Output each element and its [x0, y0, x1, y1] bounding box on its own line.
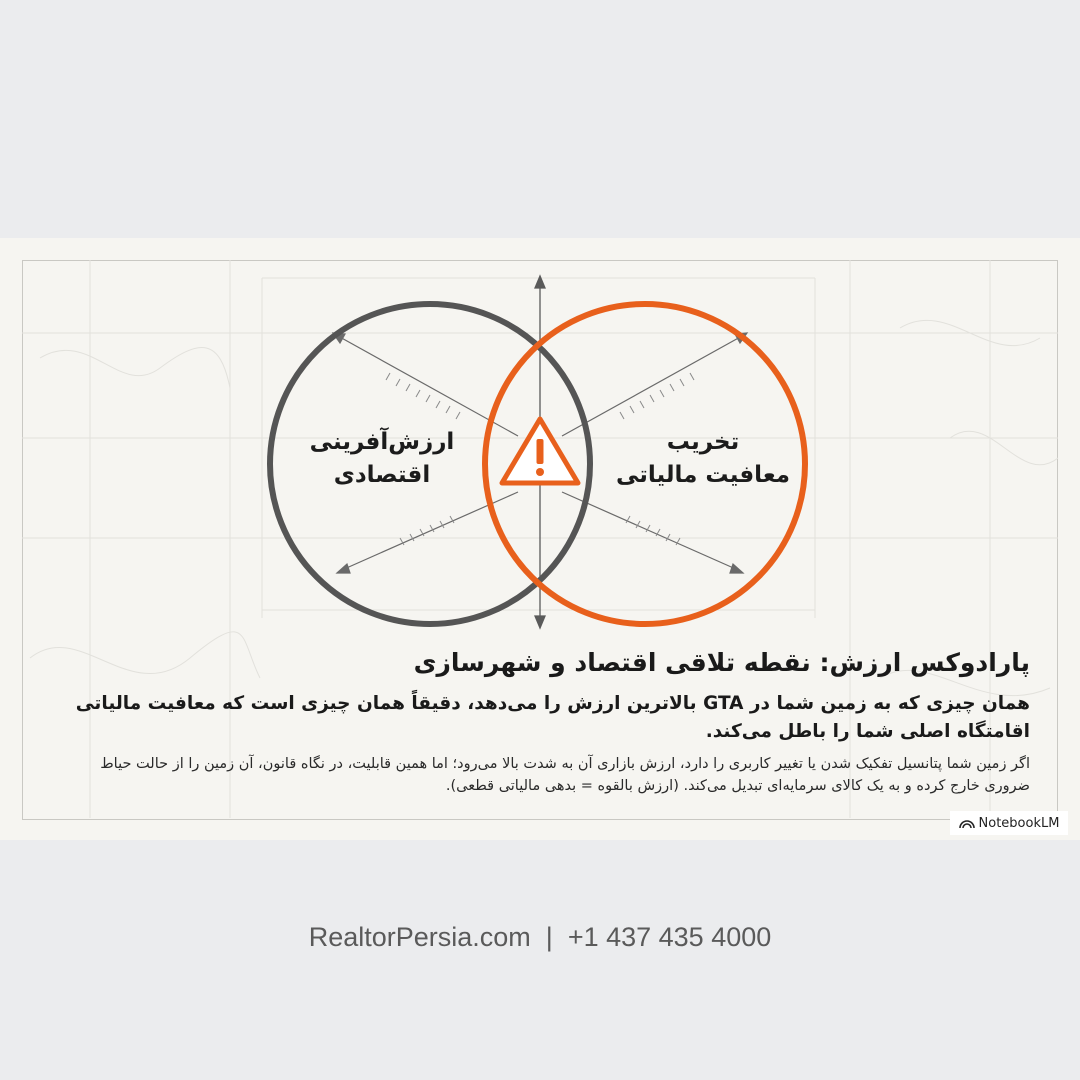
badge-label: NotebookLM — [978, 815, 1060, 831]
slide — [0, 238, 1080, 840]
venn-diagram — [0, 238, 1080, 840]
right-circle-label: تخریب معافیت مالیاتی — [615, 429, 791, 489]
warning-triangle-icon — [502, 419, 578, 483]
notebooklm-logo-icon — [959, 817, 975, 829]
slide-body: اگر زمین شما پتانسیل تفکیک شدن یا تغییر کاربری را دارد، ارزش بازاری آن به شدت بالا می‌رود؛ اما همین قابلیت، در نگاه قانون، آن زمین را از حالت حیاط ضروری خارج کرده و به یک کالای سرمایه‌ای تبدیل می‌کند. (ارزش بالقوه = بدهی مالیاتی قطعی). — [100, 756, 1030, 795]
left-circle-label: ارزش‌آفرینی اقتصادی — [309, 429, 455, 489]
slide-subtitle: همان چیزی که به زمین شما در GTA بالاترین ارزش را می‌دهد، دقیقاً همان چیزی است که معافیت مالیاتی اقامتگاه اصلی شما را باطل می‌کند. — [75, 693, 1030, 742]
notebooklm-badge — [950, 811, 1068, 835]
slide-title: پارادوکس ارزش: نقطه تلاقی اقتصاد و شهرسازی — [413, 648, 1030, 677]
footer-contact: RealtorPersia.com | +1 437 435 4000 — [308, 922, 772, 952]
